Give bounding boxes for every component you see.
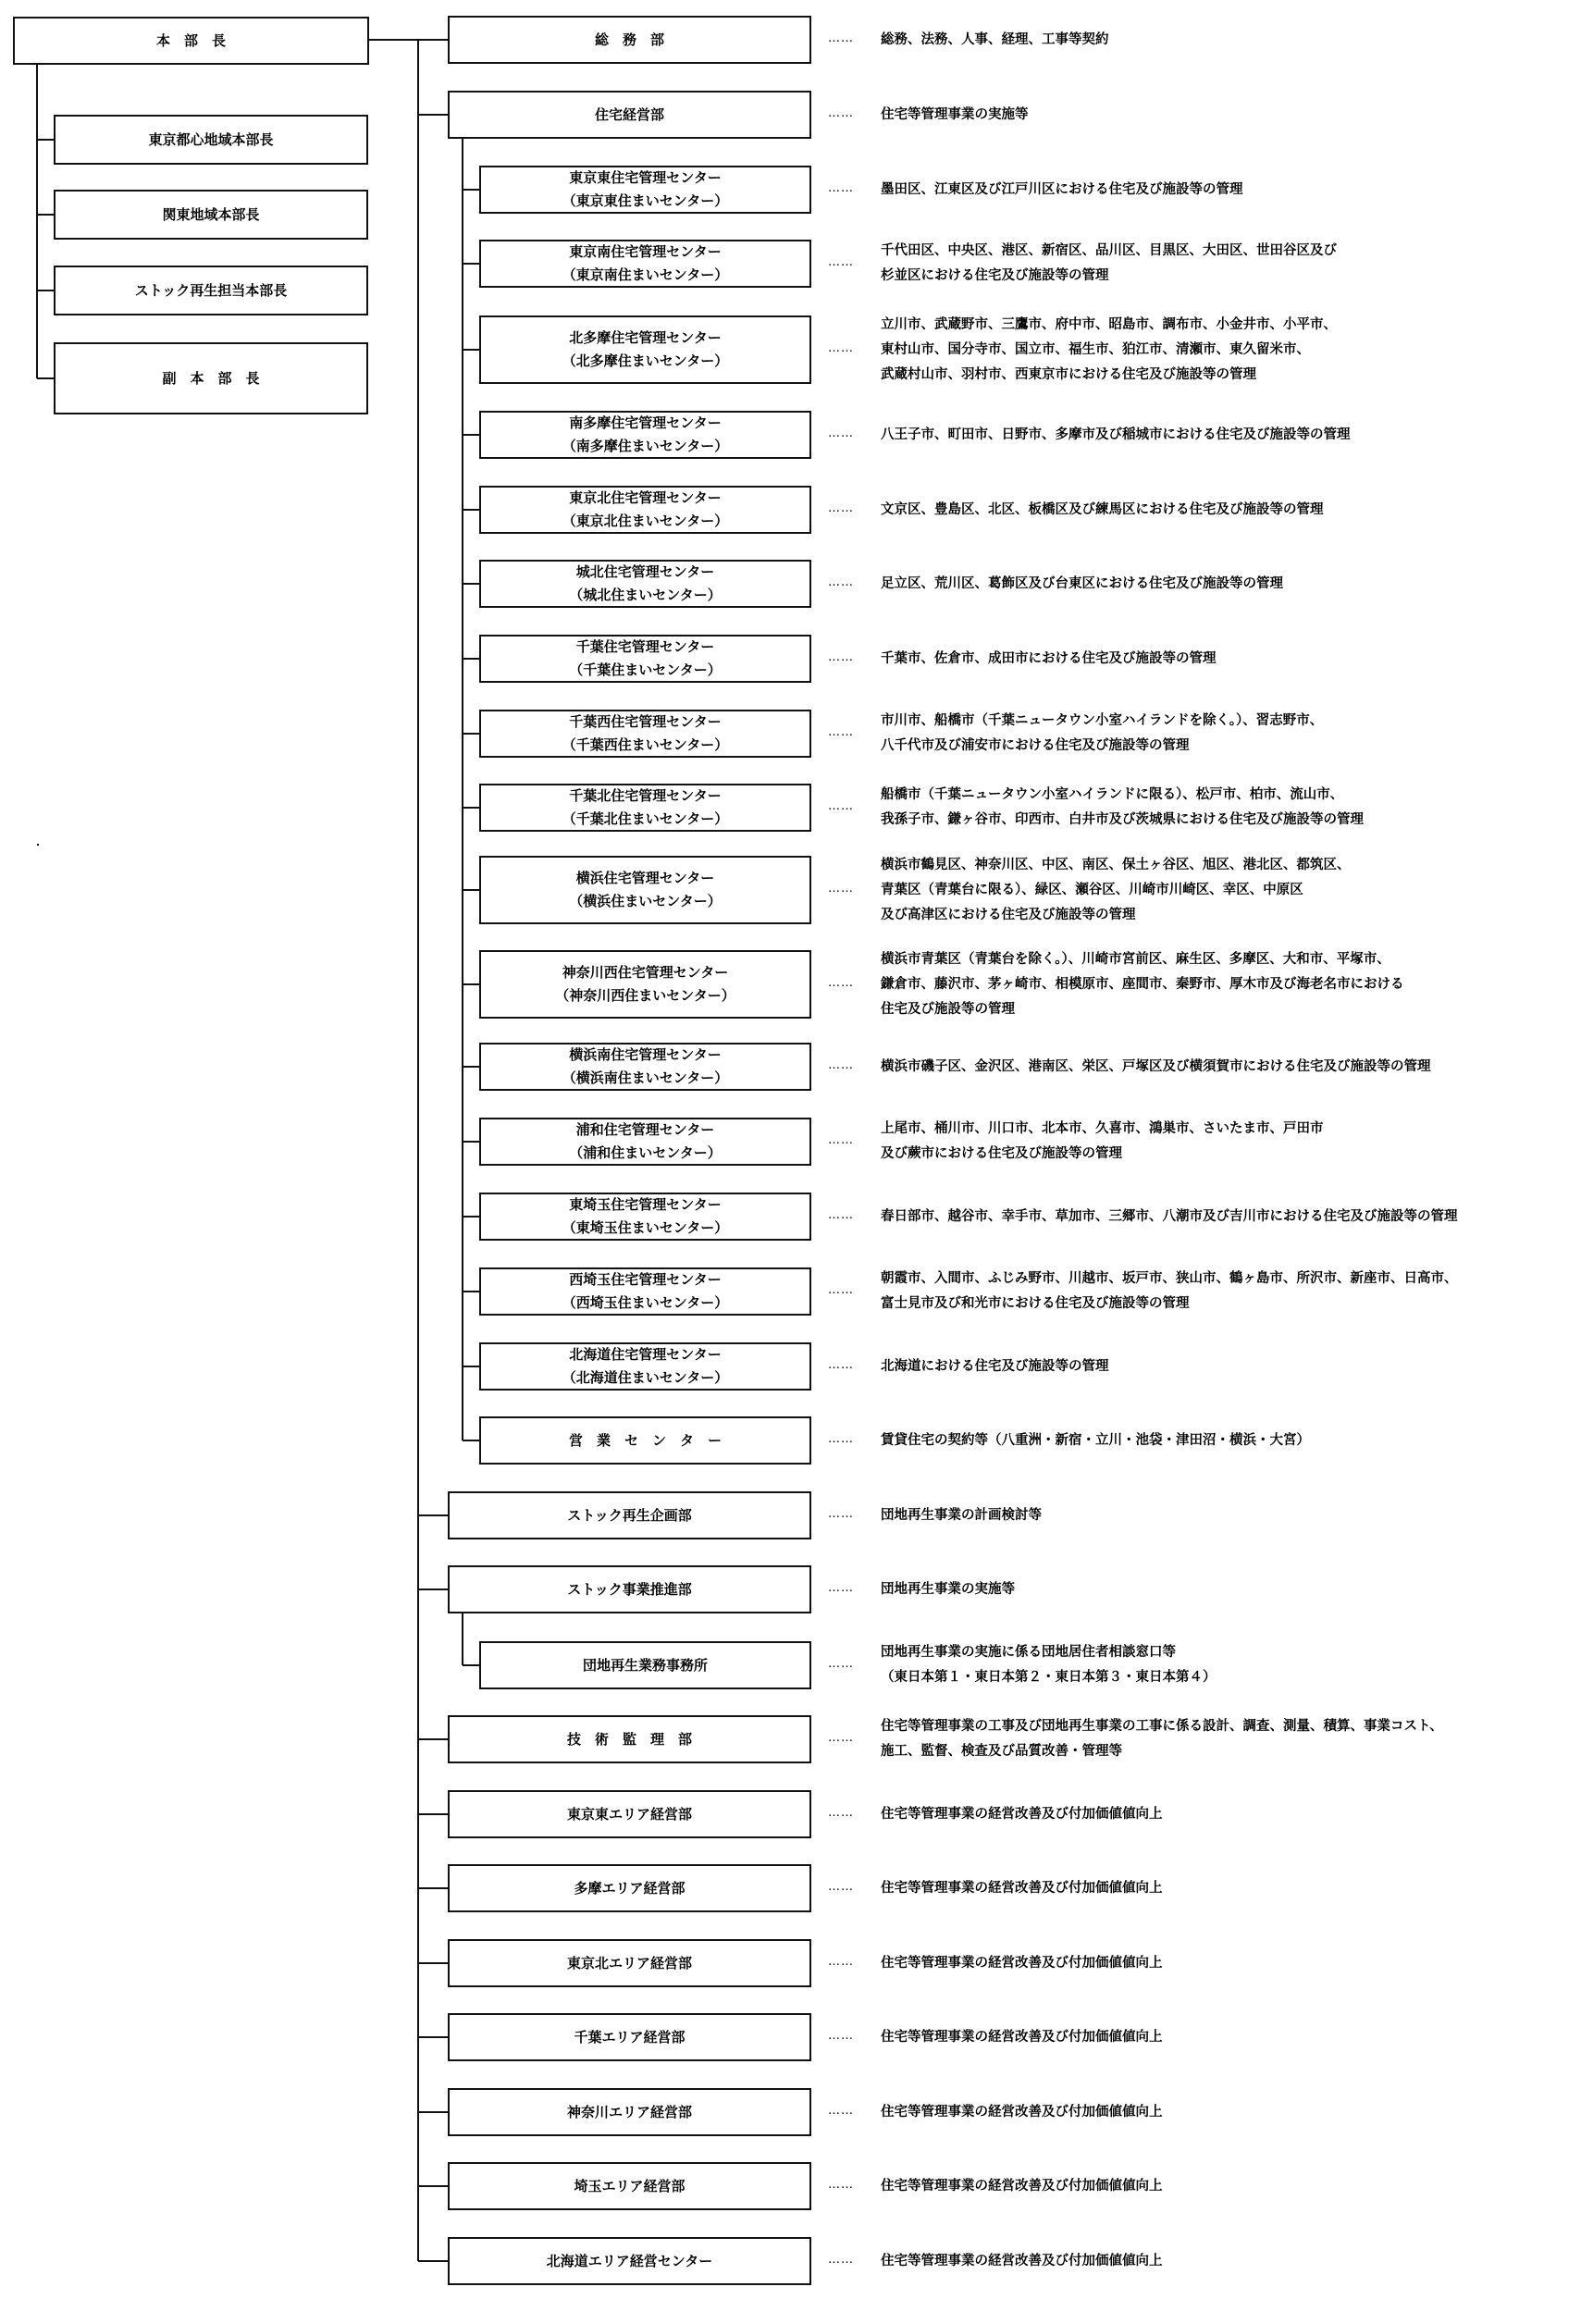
left-item-label: 副 本 部 長 [162, 369, 260, 387]
left-item-box [54, 115, 368, 165]
description-text [881, 1117, 1324, 1167]
leader-dots: …… [828, 1806, 854, 1820]
description-line: 住宅及び施設等の管理 [881, 1001, 1015, 1017]
center-box [479, 560, 811, 608]
leader-dots: …… [828, 181, 854, 195]
box-label-line: 埼玉エリア経営部 [574, 2177, 686, 2194]
leader-dots: …… [828, 501, 854, 515]
department-box [448, 1565, 811, 1613]
description-line: 団地再生事業の実施等 [881, 1581, 1015, 1597]
box-label-line: （浦和住まいセンター） [569, 1144, 722, 1161]
box-label-line: （東京東住まいセンター） [562, 192, 729, 209]
leader-dots: …… [828, 1880, 854, 1894]
description-line: 住宅等管理事業の工事及び団地再生事業の工事に係る設計、調査、測量、積算、事業コスト、 [881, 1719, 1443, 1734]
leader-dots: …… [828, 1058, 854, 1072]
box-label-line: 団地再生業務事務所 [582, 1656, 708, 1674]
box-label-line: （千葉住まいセンター） [569, 661, 722, 678]
leader-dots: …… [828, 1955, 854, 1969]
description-line: 及び蕨市における住宅及び施設等の管理 [881, 1146, 1122, 1161]
description-text [881, 1055, 1431, 1080]
description-line: 横浜市磯子区、金沢区、港南区、栄区、戸塚区及び横須賀市における住宅及び施設等の管理 [881, 1058, 1431, 1074]
leader-dots: …… [828, 1283, 854, 1297]
description-line: 八千代市及び浦安市における住宅及び施設等の管理 [881, 738, 1190, 753]
description-text [881, 1354, 1109, 1379]
leader-dots: …… [828, 1133, 854, 1147]
department-box [448, 1715, 811, 1763]
description-text [881, 2174, 1163, 2199]
leader-dots: …… [828, 1731, 854, 1745]
description-text [881, 572, 1283, 597]
description-line: 総務、法務、人事、経理、工事等契約 [881, 31, 1109, 47]
department-box [448, 91, 811, 139]
description-line: 住宅等管理事業の実施等 [881, 106, 1029, 122]
box-label-line: 総 務 部 [594, 31, 664, 48]
box-label-line: 横浜南住宅管理センター [569, 1046, 722, 1064]
description-text [881, 2100, 1163, 2125]
box-label-line: ストック事業推進部 [567, 1580, 692, 1598]
box-label-line: （西埼玉住まいセンター） [562, 1294, 729, 1311]
box-label-line: 千葉住宅管理センター [575, 638, 715, 656]
description-text [881, 2249, 1163, 2274]
box-label-line: 北海道住宅管理センター [569, 1346, 722, 1364]
description-text [881, 1577, 1015, 1602]
department-box [448, 1864, 811, 1912]
department-box [448, 2162, 811, 2210]
department-box [448, 1491, 811, 1539]
department-box [448, 2237, 811, 2285]
description-line: 富士見市及び和光市における住宅及び施設等の管理 [881, 1296, 1190, 1311]
description-line: 鎌倉市、藤沢市、茅ヶ崎市、相模原市、座間市、秦野市、厚木市及び海老名市における [881, 976, 1404, 992]
box-label-line: 北海道エリア経営センター [546, 2252, 713, 2269]
box-label-line: 南多摩住宅管理センター [569, 414, 722, 432]
description-line: 団地再生事業の計画検討等 [881, 1507, 1042, 1523]
box-label-line: 住宅経営部 [594, 105, 664, 123]
box-label-line: （神奈川西住まいセンター） [555, 987, 735, 1004]
description-line: 市川市、船橋市（千葉ニュータウン小室ハイランドを除く。）、習志野市、 [881, 713, 1324, 728]
description-line: 足立区、荒川区、葛飾区及び台東区における住宅及び施設等の管理 [881, 575, 1283, 591]
description-text [881, 1205, 1458, 1230]
leader-dots: …… [828, 725, 854, 739]
department-box [448, 2088, 811, 2136]
center-box [479, 1193, 811, 1241]
box-label-line: 神奈川西住宅管理センター [562, 964, 729, 982]
box-label-line: 営 業 セ ン タ ー [568, 1431, 722, 1449]
description-text [881, 178, 1243, 203]
description-line: 住宅等管理事業の経営改善及び付加価値値向上 [881, 2178, 1163, 2194]
center-box [479, 1416, 811, 1465]
leader-dots: …… [828, 2104, 854, 2118]
center-box [479, 411, 811, 459]
description-line: 青葉区（青葉台に限る）、緑区、瀬谷区、川崎市川崎区、幸区、中原区 [881, 882, 1303, 897]
center-box [479, 1641, 811, 1689]
description-text [881, 1714, 1443, 1764]
left-item-label: 関東地域本部長 [162, 205, 260, 223]
box-label-line: 西埼玉住宅管理センター [569, 1271, 722, 1289]
description-line: 及び高津区における住宅及び施設等の管理 [881, 907, 1136, 922]
box-label-line: 城北住宅管理センター [575, 563, 715, 581]
leader-dots: …… [828, 1657, 854, 1671]
description-line: 船橋市（千葉ニュータウン小室ハイランドに限る）、松戸市、柏市、流山市、 [881, 787, 1344, 802]
department-box [448, 16, 811, 64]
left-item-box [54, 266, 368, 315]
leader-dots: …… [828, 1507, 854, 1521]
box-label-line: 北多摩住宅管理センター [569, 329, 722, 347]
box-label-line: 技 術 監 理 部 [566, 1730, 692, 1748]
leader-dots: …… [828, 1581, 854, 1595]
box-label-line: （東埼玉住まいセンター） [562, 1219, 729, 1236]
center-box [479, 240, 811, 288]
box-label-line: 神奈川エリア経営部 [566, 2103, 692, 2120]
box-label-line: ストック再生企画部 [567, 1506, 692, 1524]
department-box [448, 1939, 811, 1987]
description-line: 横浜市青葉区（青葉台を除く。）、川崎市宮前区、麻生区、多摩区、大和市、平塚市、 [881, 951, 1390, 967]
center-box [479, 1043, 811, 1091]
description-line: 横浜市鶴見区、神奈川区、中区、南区、保土ヶ谷区、旭区、港北区、都筑区、 [881, 857, 1351, 872]
description-line: 住宅等管理事業の経営改善及び付加価値値向上 [881, 2253, 1163, 2268]
description-line: 住宅等管理事業の経営改善及び付加価値値向上 [881, 2104, 1163, 2120]
center-box [479, 166, 811, 214]
description-text [881, 947, 1404, 1022]
leader-dots: …… [828, 976, 854, 990]
leader-dots: …… [828, 106, 854, 120]
description-line: 住宅等管理事業の経営改善及び付加価値値向上 [881, 1806, 1163, 1822]
center-box [479, 486, 811, 534]
box-label-line: （横浜住まいセンター） [569, 893, 722, 909]
box-label-line: （東京北住まいセンター） [562, 513, 729, 529]
description-text [881, 239, 1337, 289]
description-text [881, 783, 1364, 833]
leader-dots: …… [828, 1208, 854, 1222]
box-label-line: （北多摩住まいセンター） [562, 352, 729, 369]
description-text [881, 709, 1323, 759]
leader-dots: …… [828, 882, 854, 896]
left-item-label: ストック再生担当本部長 [134, 281, 288, 299]
center-box [479, 1118, 811, 1166]
description-line: 住宅等管理事業の経営改善及び付加価値値向上 [881, 1880, 1163, 1896]
box-label-line: 浦和住宅管理センター [575, 1121, 715, 1139]
description-text [881, 1267, 1458, 1317]
center-box [479, 710, 811, 758]
description-line: 賃貸住宅の契約等（八重洲・新宿・立川・池袋・津田沼・横浜・大宮） [881, 1432, 1310, 1448]
box-label-line: 東京南住宅管理センター [569, 243, 722, 261]
description-line: 千代田区、中央区、港区、新宿区、品川区、目黒区、大田区、世田谷区及び [881, 243, 1337, 258]
box-label-line: 横浜住宅管理センター [575, 870, 715, 887]
description-line: 住宅等管理事業の経営改善及び付加価値値向上 [881, 1955, 1163, 1971]
description-text [881, 647, 1217, 672]
box-label-line: （千葉北住まいセンター） [562, 810, 729, 827]
description-text [881, 1428, 1310, 1453]
center-box [479, 856, 811, 924]
description-text [881, 423, 1351, 448]
box-label-line: 東京東住宅管理センター [569, 169, 722, 187]
center-box [479, 315, 811, 384]
department-box [448, 2013, 811, 2061]
leader-dots: …… [828, 255, 854, 269]
description-line: 上尾市、桶川市、川口市、北本市、久喜市、鴻巣市、さいたま市、戸田市 [881, 1121, 1324, 1136]
box-label-line: 千葉エリア経営部 [574, 2028, 686, 2046]
box-label-line: 多摩エリア経営部 [574, 1879, 686, 1897]
leader-dots: …… [828, 1432, 854, 1446]
description-line: 墨田区、江東区及び江戸川区における住宅及び施設等の管理 [881, 181, 1243, 197]
description-text [881, 2025, 1163, 2050]
description-text [881, 313, 1337, 388]
center-box [479, 1267, 811, 1316]
description-line: 団地再生事業の実施に係る団地居住者相談窓口等 [881, 1645, 1176, 1660]
description-text [881, 1640, 1217, 1690]
leader-dots: …… [828, 31, 854, 45]
description-line: 春日部市、越谷市、幸手市、草加市、三郷市、八潮市及び吉川市における住宅及び施設等の管理 [881, 1208, 1458, 1224]
description-text [881, 853, 1351, 928]
left-item-box [54, 190, 368, 240]
leader-dots: …… [828, 2253, 854, 2267]
description-line: 住宅等管理事業の経営改善及び付加価値値向上 [881, 2029, 1163, 2045]
description-text [881, 1503, 1042, 1528]
description-text [881, 1876, 1163, 1901]
head-label: 本 部 長 [155, 31, 226, 49]
box-label-line: 東京東エリア経営部 [566, 1805, 692, 1823]
head-box [13, 17, 369, 65]
box-label-line: 東京北住宅管理センター [569, 489, 722, 507]
description-line: 朝霞市、入間市、ふじみ野市、川越市、坂戸市、狭山市、鶴ヶ島市、所沢市、新座市、日高市、 [881, 1271, 1458, 1286]
box-label-line: （東京南住まいセンター） [562, 266, 729, 283]
description-line: （東日本第１・東日本第２・東日本第３・東日本第４） [881, 1670, 1217, 1685]
leader-dots: …… [828, 799, 854, 813]
description-line: 施工、監督、検査及び品質改善・管理等 [881, 1744, 1122, 1759]
description-line: 千葉市、佐倉市、成田市における住宅及び施設等の管理 [881, 650, 1217, 666]
description-line: 北海道における住宅及び施設等の管理 [881, 1358, 1109, 1374]
box-label-line: （北海道住まいセンター） [562, 1369, 729, 1386]
description-line: 東村山市、国分寺市、国立市、福生市、狛江市、清瀬市、東久留米市、 [881, 341, 1310, 357]
description-line: 武蔵村山市、羽村市、西東京市における住宅及び施設等の管理 [881, 366, 1256, 382]
stray-dot [37, 844, 39, 846]
leader-dots: …… [828, 1358, 854, 1372]
box-label-line: （千葉西住まいセンター） [562, 736, 729, 753]
box-label-line: 千葉北住宅管理センター [569, 787, 722, 805]
left-item-box [54, 342, 368, 414]
description-line: 我孫子市、鎌ヶ谷市、印西市、白井市及び茨城県における住宅及び施設等の管理 [881, 812, 1364, 827]
description-text [881, 1802, 1163, 1827]
center-box [479, 1342, 811, 1391]
leader-dots: …… [828, 2178, 854, 2192]
leader-dots: …… [828, 2029, 854, 2043]
description-text [881, 28, 1109, 53]
box-label-line: 東京北エリア経営部 [566, 1954, 692, 1972]
description-line: 杉並区における住宅及び施設等の管理 [881, 268, 1109, 283]
description-text [881, 498, 1324, 523]
center-box [479, 635, 811, 683]
leader-dots: …… [828, 341, 854, 355]
box-label-line: 千葉西住宅管理センター [569, 713, 722, 731]
box-label-line: （横浜南住まいセンター） [562, 1069, 729, 1086]
box-label-line: （城北住まいセンター） [569, 587, 722, 603]
description-text [881, 1951, 1163, 1976]
box-label-line: （南多摩住まいセンター） [562, 438, 729, 454]
description-line: 立川市、武蔵野市、三鷹市、府中市、昭島市、調布市、小金井市、小平市、 [881, 316, 1337, 332]
leader-dots: …… [828, 575, 854, 589]
description-line: 八王子市、町田市、日野市、多摩市及び稲城市における住宅及び施設等の管理 [881, 426, 1351, 442]
leader-dots: …… [828, 426, 854, 440]
center-box [479, 950, 811, 1019]
leader-dots: …… [828, 650, 854, 664]
description-line: 文京区、豊島区、北区、板橋区及び練馬区における住宅及び施設等の管理 [881, 501, 1324, 517]
center-box [479, 784, 811, 832]
left-item-label: 東京都心地域本部長 [148, 130, 274, 148]
department-box [448, 1790, 811, 1838]
box-label-line: 東埼玉住宅管理センター [569, 1196, 722, 1214]
description-text [881, 103, 1029, 128]
